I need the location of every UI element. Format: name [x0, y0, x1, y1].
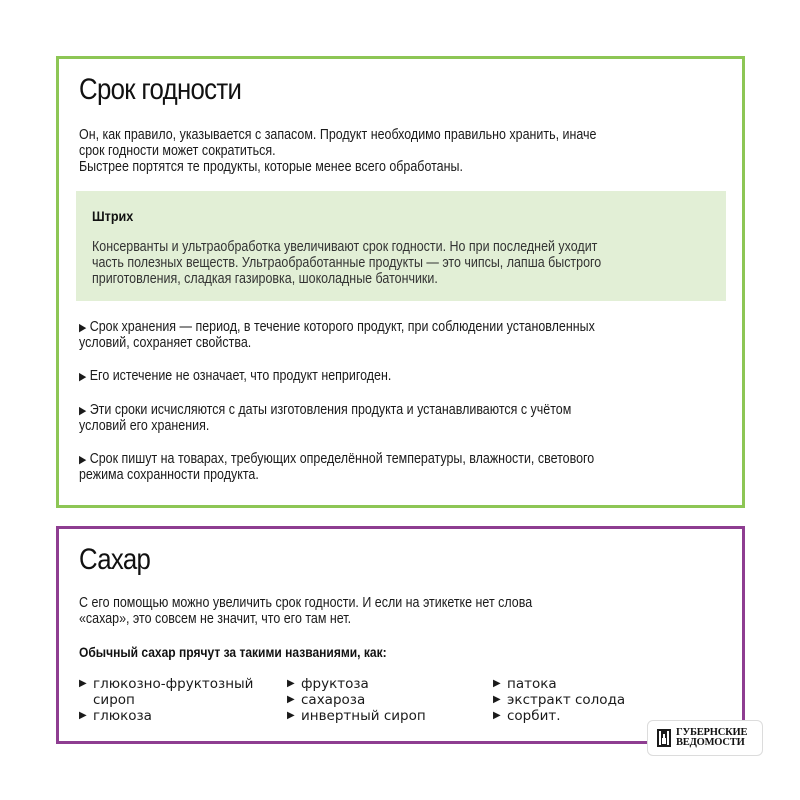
sugar-name-item: ▶ глюкозно-фруктозный сироп — [79, 676, 254, 708]
note-line: часть полезных веществ. Ультраобработанные продукты — это чипсы, лапша быстрого — [92, 255, 602, 271]
shelf-life-bullet: ▶ Срок пишут на товарах, требующих определённой температуры, влажности, светового — [79, 451, 595, 467]
triangle-bullet-icon: ▶ — [79, 678, 87, 689]
triangle-bullet-icon: ▶ — [79, 322, 87, 334]
sugar-name-item: ▶ сахароза — [287, 692, 366, 708]
shelf-life-intro-line: Быстрее портятся те продукты, которые менее всего обработаны. — [79, 159, 463, 175]
sugar-title: Сахар — [79, 543, 151, 576]
shelf-life-bullet-cont: условий, сохраняет свойства. — [79, 335, 252, 351]
publisher-logo — [647, 720, 763, 756]
sugar-lead: Обычный сахар прячут за такими названиями, как: — [79, 644, 387, 660]
sugar-intro-line: С его помощью можно увеличить срок годности. И если на этикетке нет слова — [79, 595, 533, 611]
shelf-life-bullet: ▶ Его истечение не означает, что продукт непригоден. — [79, 368, 392, 384]
shelf-life-title: Срок годности — [79, 73, 242, 106]
triangle-bullet-icon: ▶ — [287, 678, 295, 689]
shelf-life-bullet: ▶ Эти сроки исчисляются с даты изготовления продукта и устанавливаются с учётом — [79, 402, 572, 418]
sugar-names-column — [287, 676, 426, 724]
shelf-life-intro-line: срок годности может сократиться. — [79, 143, 276, 159]
shelf-life-bullet-cont: режима сохранности продукта. — [79, 467, 259, 483]
triangle-bullet-icon: ▶ — [79, 405, 87, 417]
shelf-life-card — [56, 56, 745, 508]
sugar-name-item: ▶ инвертный сироп — [287, 708, 426, 724]
newspaper-emblem-icon — [657, 729, 671, 747]
note-box — [76, 191, 726, 301]
sugar-name-item: ▶ сорбит. — [493, 708, 561, 724]
logo-text — [676, 728, 747, 748]
triangle-bullet-icon: ▶ — [79, 371, 87, 383]
note-line: Консерванты и ультраобработка увеличивают срок годности. Но при последней уходит — [92, 239, 598, 255]
sugar-name-item: ▶ экстракт солода — [493, 692, 626, 708]
shelf-life-bullet: ▶ Срок хранения — период, в течение которого продукт, при соблюдении установленных — [79, 319, 595, 335]
triangle-bullet-icon: ▶ — [79, 710, 87, 721]
triangle-bullet-icon: ▶ — [287, 694, 295, 705]
triangle-bullet-icon: ▶ — [79, 454, 87, 466]
sugar-name-item: ▶ глюкоза — [79, 708, 152, 724]
note-title: Штрих — [92, 208, 134, 224]
note-line: приготовления, сладкая газировка, шоколадные батончики. — [92, 271, 438, 287]
triangle-bullet-icon: ▶ — [493, 678, 501, 689]
triangle-bullet-icon: ▶ — [287, 710, 295, 721]
logo-line: ВЕДОМОСТИ — [676, 737, 745, 748]
shelf-life-bullet-cont: условий его хранения. — [79, 418, 210, 434]
sugar-names-column — [79, 676, 273, 724]
shelf-life-intro-line: Он, как правило, указывается с запасом. Продукт необходимо правильно хранить, иначе — [79, 127, 597, 143]
triangle-bullet-icon: ▶ — [493, 694, 501, 705]
sugar-card — [56, 526, 748, 744]
sugar-name-item: ▶ фруктоза — [287, 676, 369, 692]
triangle-bullet-icon: ▶ — [493, 710, 501, 721]
logo-line: ГУБЕРНСКИЕ — [676, 727, 748, 738]
sugar-intro-line: «сахар», это совсем не значит, что его там нет. — [79, 611, 352, 627]
sugar-name-item: ▶ патока — [493, 676, 557, 692]
sugar-names-column — [493, 676, 625, 724]
